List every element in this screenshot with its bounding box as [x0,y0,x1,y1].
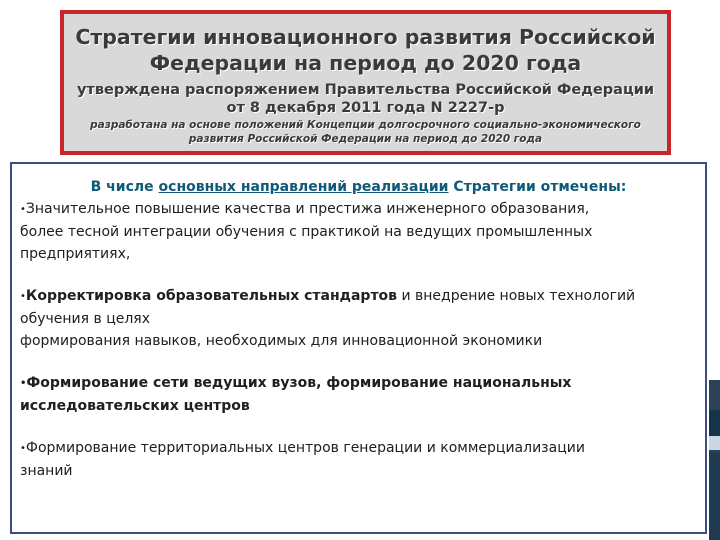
item3-line2: исследовательских центров [20,398,250,414]
spacer [20,417,697,437]
list-item-4 [20,437,697,482]
list-item-2 [20,285,697,352]
intro-underlined: основных направлений реализации [158,179,449,195]
approval-line-2: от 8 декабря 2011 года N 2227-р [226,100,505,116]
title-box [60,10,671,155]
item1-line1: Значительное повышение качества и престижа инженерного образования, [25,201,590,217]
item2-rest: и внедрение новых технологий [397,288,636,304]
item2-line3: формирования навыков, необходимых для инновационной экономики [20,333,543,349]
item1-line2: более тесной интеграции обучения с практикой на ведущих промышленных [20,224,593,240]
bullet-icon: • [20,291,26,302]
intro-line [20,176,697,198]
intro-post: Стратегии отмечены: [448,179,627,195]
content-box [10,162,707,534]
item3-line1: Формирование сети ведущих вузов, формирование национальных [26,375,572,391]
basis-line-1: разработана на основе положений Концепции долгосрочного социально-экономического [90,119,641,131]
item2-line2: обучения в целях [20,311,150,327]
approval-note [64,81,667,117]
decorative-strip-band [709,436,720,450]
decorative-strip-band [709,452,720,540]
title-line-1: Стратегии инновационного развития Российской [75,25,656,49]
slide-title [64,24,667,76]
list-item-3 [20,372,697,417]
spacer [20,265,697,285]
bullet-icon: • [20,378,27,389]
item4-line1: Формирование территориальных центров генерации и коммерциализации [25,440,585,456]
bullet-icon: • [20,443,26,454]
intro-pre: В числе [90,179,159,195]
spacer [20,352,697,372]
basis-line-2: развития Российской Федерации на период до 2020 года [188,132,543,145]
title-line-2: Федерации на период до 2020 года [149,51,582,75]
decorative-strip-band [709,410,720,436]
list-item-1 [20,198,697,265]
bullet-icon: • [20,204,26,215]
approval-line-1: утверждена распоряжением Правительства Российской Федерации [76,82,655,98]
basis-note [64,119,667,146]
item4-line2: знаний [20,463,73,479]
item2-bold: Корректировка образовательных стандартов [25,288,398,304]
item1-line3: предприятиях, [20,246,131,262]
